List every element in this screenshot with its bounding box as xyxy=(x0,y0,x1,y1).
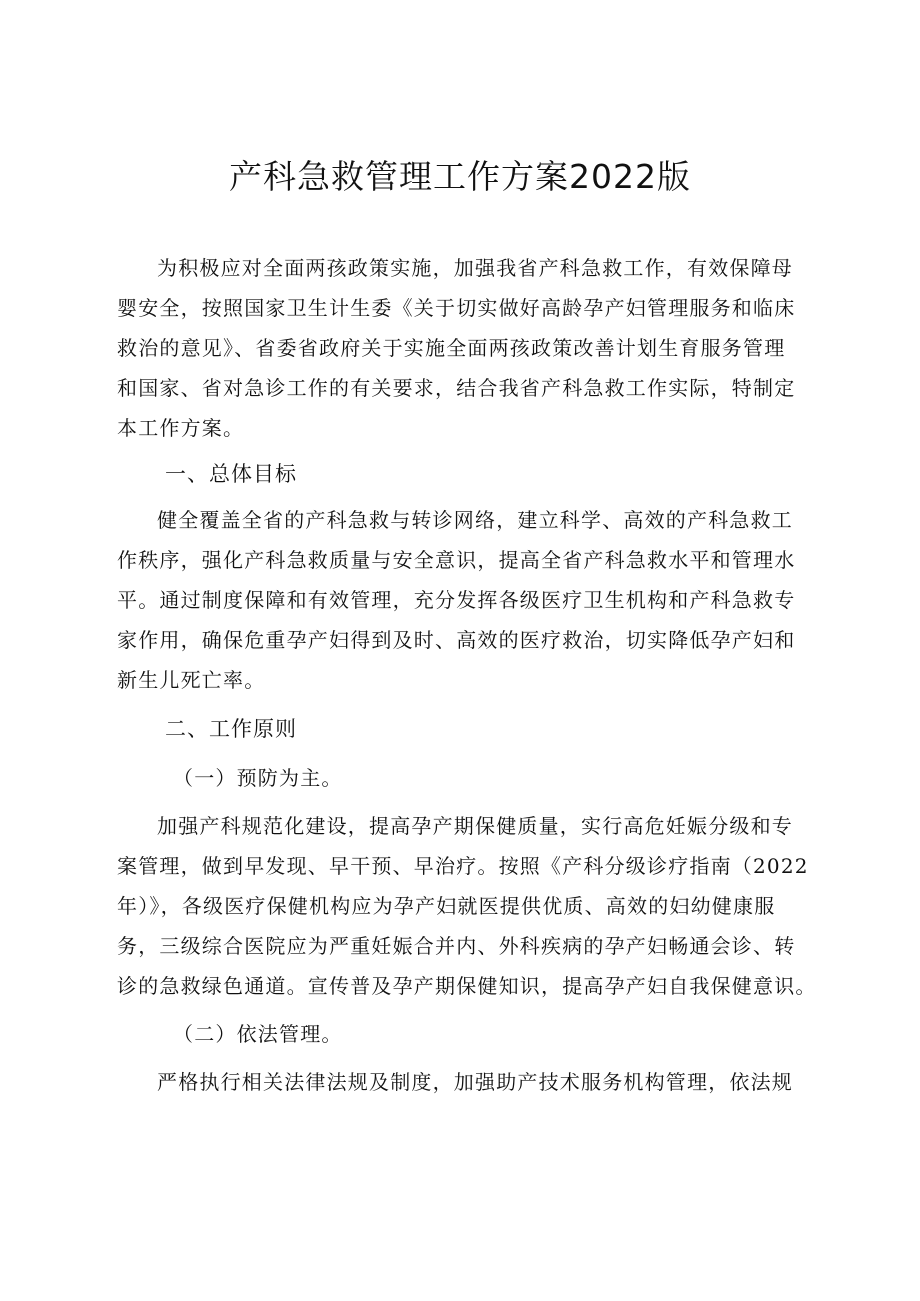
section1-line: 健全覆盖全省的产科急救与转诊网络，建立科学、高效的产科急救工 xyxy=(157,508,793,532)
intro-line: 本工作方案。 xyxy=(117,416,245,440)
section1-paragraph xyxy=(117,500,805,700)
subsection-heading-lawful-management: （二）依法管理。 xyxy=(173,1022,343,1046)
subsection1-line: 案管理，做到早发现、早干预、早治疗。按照《产科分级诊疗指南（2022 xyxy=(117,854,809,878)
subsection1-line: 诊的急救绿色通道。宣传普及孕产期保健知识，提高孕产妇自我保健意识。 xyxy=(117,974,817,998)
document-body xyxy=(117,248,817,1102)
intro-line: 为积极应对全面两孩政策实施，加强我省产科急救工作，有效保障母 xyxy=(157,256,793,280)
subsection1-paragraph xyxy=(117,806,817,1006)
intro-line: 和国家、省对急诊工作的有关要求，结合我省产科急救工作实际，特制定 xyxy=(117,376,796,400)
subsection2-line: 严格执行相关法律法规及制度，加强助产技术服务机构管理，依法规 xyxy=(157,1070,793,1094)
document-title: 产科急救管理工作方案2022版 xyxy=(229,157,691,196)
subsection1-line: 年）》，各级医疗保健机构应为孕产妇就医提供优质、高效的妇幼健康服 xyxy=(117,894,776,918)
intro-paragraph xyxy=(117,248,805,448)
subsection1-line: 加强产科规范化建设，提高孕产期保健质量，实行高危妊娠分级和专 xyxy=(157,814,793,838)
section1-line: 新生儿死亡率。 xyxy=(117,668,266,692)
subsection-heading-prevention: （一）预防为主。 xyxy=(173,766,343,790)
section-heading-overall-goal: 一、总体目标 xyxy=(165,462,297,486)
subsection1-line: 务，三级综合医院应为严重妊娠合并内、外科疾病的孕产妇畅通会诊、转 xyxy=(117,934,796,958)
subsection2-paragraph xyxy=(117,1062,805,1102)
section1-line: 平。通过制度保障和有效管理，充分发挥各级医疗卫生机构和产科急救专 xyxy=(117,588,796,612)
section1-line: 作秩序，强化产科急救质量与安全意识，提高全省产科急救水平和管理水 xyxy=(117,548,796,572)
intro-line: 婴安全，按照国家卫生计生委《关于切实做好高龄孕产妇管理服务和临床 xyxy=(117,296,796,320)
section-heading-work-principles: 二、工作原则 xyxy=(165,717,297,741)
section1-line: 家作用，确保危重孕产妇得到及时、高效的医疗救治，切实降低孕产妇和 xyxy=(117,628,796,652)
intro-line: 救治的意见》、省委省政府关于实施全面两孩政策改善计划生育服务管理 xyxy=(117,336,786,360)
